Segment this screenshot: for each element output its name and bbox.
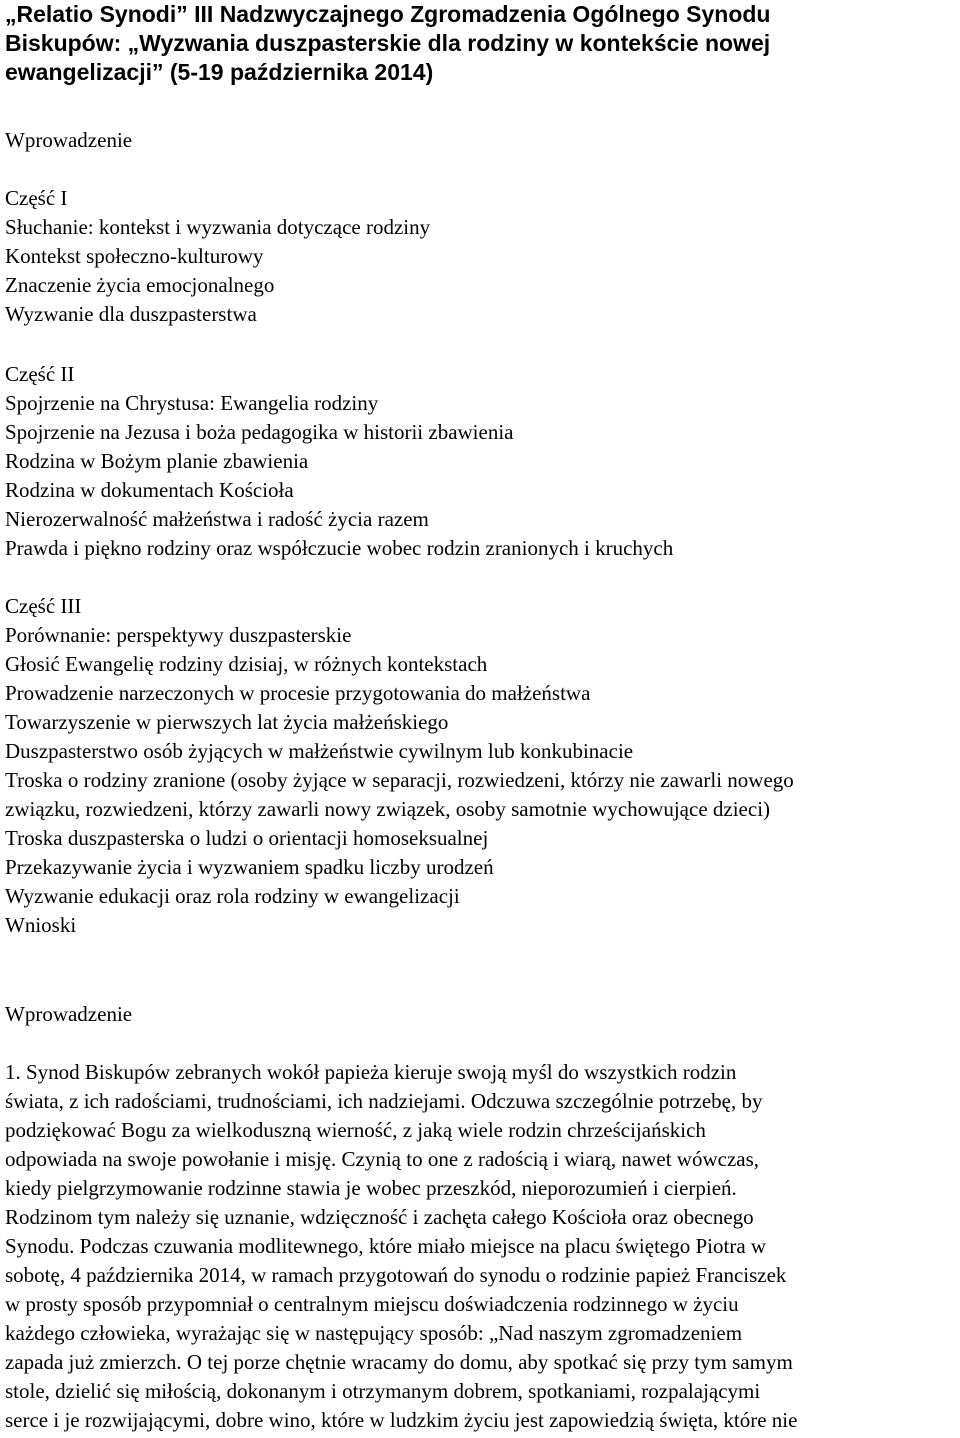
toc-item: Porównanie: perspektywy duszpasterskie [5, 623, 352, 647]
toc-item: Towarzyszenie w pierwszych lat życia małżeńskiego [5, 710, 449, 734]
toc-part-3 [5, 592, 957, 940]
toc-item: Przekazywanie życia i wyzwaniem spadku liczby urodzeń [5, 855, 494, 879]
paragraph-line: stole, dzielić się miłością, dokonanym i otrzymanym dobrem, spotkaniami, rozpalającymi [5, 1379, 761, 1403]
toc-item: Nierozerwalność małżeństwa i radość życia razem [5, 507, 429, 531]
toc-item: Rodzina w dokumentach Kościoła [5, 478, 294, 502]
paragraph-line: kiedy pielgrzymowanie rodzinne stawia je wobec przeszkód, nieporozumień i cierpień. [5, 1176, 737, 1200]
toc-item: Rodzina w Bożym planie zbawienia [5, 449, 309, 473]
toc-item: Prawda i piękno rodziny oraz współczucie wobec rodzin zranionych i kruchych [5, 536, 674, 560]
title-line: Biskupów: „Wyzwania duszpasterskie dla rodziny w kontekście nowej [5, 30, 771, 56]
paragraph-1 [5, 1058, 957, 1435]
toc-item: Troska o rodziny zranione (osoby żyjące w separacji, rozwiedzeni, którzy nie zawarli nowego [5, 768, 794, 792]
paragraph-line: Synodu. Podczas czuwania modlitewnego, które miało miejsce na placu świętego Piotra w [5, 1234, 767, 1258]
toc-intro-label: Wprowadzenie [5, 128, 133, 152]
title-line: „Relatio Synodi” III Nadzwyczajnego Zgromadzenia Ogólnego Synodu [5, 1, 771, 27]
section-heading [5, 1000, 957, 1029]
paragraph-line: w prosty sposób przypomniał o centralnym miejscu doświadczenia rodzinnego w życiu [5, 1292, 739, 1316]
toc-item: Prowadzenie narzeczonych w procesie przygotowania do małżeństwa [5, 681, 591, 705]
toc-part-2 [5, 360, 957, 563]
toc-item: związku, rozwiedzeni, którzy zawarli nowy związek, osoby samotnie wychowujące dzieci) [5, 797, 771, 821]
toc-item: Słuchanie: kontekst i wyzwania dotyczące rodziny [5, 215, 431, 239]
toc-item: Troska duszpasterska o ludzi o orientacji homoseksualnej [5, 826, 489, 850]
paragraph-line: serce i je rozwijającymi, dobre wino, które w ludzkim życiu jest zapowiedzią święta, które nie [5, 1408, 798, 1432]
paragraph-line: Rodzinom tym należy się uznanie, wdzięczność i zachęta całego Kościoła oraz obecnego [5, 1205, 754, 1229]
toc-item: Znaczenie życia emocjonalnego [5, 273, 275, 297]
paragraph-line: zapada już zmierzch. O tej porze chętnie wracamy do domu, aby spotkać się przy tym samym [5, 1350, 793, 1374]
toc-part-1 [5, 184, 957, 329]
toc-item: Kontekst społeczno-kulturowy [5, 244, 264, 268]
toc-item: Wyzwanie edukacji oraz rola rodziny w ewangelizacji [5, 884, 460, 908]
paragraph-line: 1. Synod Biskupów zebranych wokół papieża kieruje swoją myśl do wszystkich rodzin [5, 1060, 737, 1084]
document-title [5, 0, 957, 87]
paragraph-line: każdego człowieka, wyrażając się w następujący sposób: „Nad naszym zgromadzeniem [5, 1321, 743, 1345]
toc-item: Głosić Ewangelię rodziny dzisiaj, w różnych kontekstach [5, 652, 488, 676]
paragraph-line: sobotę, 4 października 2014, w ramach przygotowań do synodu o rodzinie papież Franciszek [5, 1263, 787, 1287]
toc-item: Spojrzenie na Jezusa i boża pedagogika w historii zbawienia [5, 420, 514, 444]
toc-intro [5, 126, 957, 155]
paragraph-line: odpowiada na swoje powołanie i misję. Czynią to one z radością i wiarą, nawet wówczas, [5, 1147, 760, 1171]
toc-part-heading: Część II [5, 362, 75, 386]
section-heading-label: Wprowadzenie [5, 1002, 133, 1026]
paragraph-line: podziękować Bogu za wielkoduszną wierność, z jaką wiele rodzin chrześcijańskich [5, 1118, 706, 1142]
toc-part-heading: Część III [5, 594, 82, 618]
title-line: ewangelizacji” (5-19 października 2014) [5, 59, 434, 85]
toc-item: Wyzwanie dla duszpasterstwa [5, 302, 257, 326]
toc-part-heading: Część I [5, 186, 68, 210]
paragraph-line: świata, z ich radościami, trudnościami, ich nadziejami. Odczuwa szczególnie potrzebę, by [5, 1089, 763, 1113]
toc-item: Duszpasterstwo osób żyjących w małżeństwie cywilnym lub konkubinacie [5, 739, 634, 763]
toc-item: Spojrzenie na Chrystusa: Ewangelia rodziny [5, 391, 379, 415]
toc-item: Wnioski [5, 913, 77, 937]
